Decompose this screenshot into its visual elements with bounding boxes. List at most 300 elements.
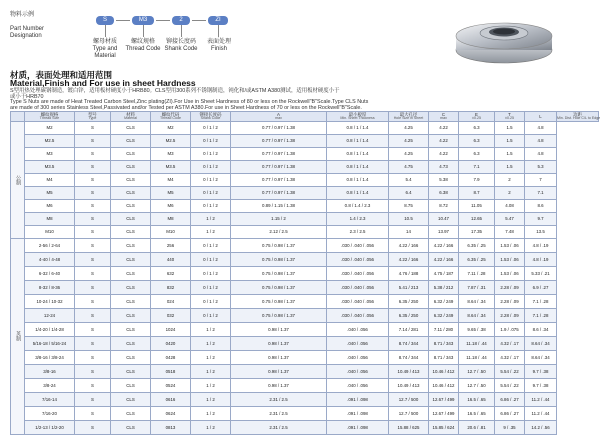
table-cell: 0 / 1 / 2: [191, 238, 231, 252]
table-cell: CLS: [111, 212, 151, 225]
table-cell: 4.73: [429, 160, 459, 173]
header-type: 型号 Type: [75, 112, 111, 122]
table-cell: CLS: [111, 378, 151, 392]
table-cell: 0518: [151, 364, 191, 378]
description-cn-line2: 或小于HRB70: [10, 94, 44, 100]
table-cell: 632: [151, 266, 191, 280]
table-cell: S: [75, 350, 111, 364]
table-cell: 8.74 / 344: [389, 336, 429, 350]
table-cell: 7.11 / .28: [459, 266, 495, 280]
table-row: [11, 121, 599, 134]
table-cell: 10.46 / 412: [429, 364, 459, 378]
table-cell: 1 / 2: [191, 322, 231, 336]
table-cell: 0.77 / 0.97 / 1.38: [231, 160, 327, 173]
table-cell: 11.2 / .44: [525, 392, 557, 406]
chip-separator: [116, 20, 130, 21]
table-cell: 5.4: [389, 173, 429, 186]
table-row: [11, 364, 599, 378]
table-cell: 13.97: [429, 225, 459, 238]
table-cell: 3/8-16 / 3/8-24: [25, 350, 75, 364]
table-cell: 8.7: [459, 186, 495, 199]
table-cell: 7/16-14: [25, 392, 75, 406]
table-cell: S: [75, 147, 111, 160]
table-cell: 0.8 / 1 / 1.4: [327, 147, 389, 160]
table-row: [11, 186, 599, 199]
table-cell: 2.28 / .09: [495, 280, 525, 294]
table-cell: 0.77 / 0.97 / 1.38: [231, 121, 327, 134]
table-cell: 8.75: [389, 199, 429, 212]
table-row: [11, 134, 599, 147]
table-cell: M8: [151, 212, 191, 225]
table-cell: CLS: [111, 280, 151, 294]
table-cell: 12.7 / 500: [389, 392, 429, 406]
header-hole-size: 最大孔径 Hole Size in Sheet: [389, 112, 429, 122]
table-cell: 2.12 / 2.5: [231, 225, 327, 238]
table-cell: 256: [151, 238, 191, 252]
table-cell: 1.5: [495, 121, 525, 134]
table-cell: 8.74 / 344: [389, 350, 429, 364]
table-cell: .091 / .098: [327, 392, 389, 406]
table-cell: 4.75: [389, 160, 429, 173]
table-cell: 4.22 / 166: [389, 238, 429, 252]
table-cell: 0 / 1 / 2: [191, 280, 231, 294]
table-cell: 13.5: [525, 225, 557, 238]
table-row: [11, 336, 599, 350]
table-row: [11, 420, 599, 434]
table-cell: CLS: [111, 294, 151, 308]
table-cell: 1 / 2: [191, 378, 231, 392]
table-cell: S: [75, 308, 111, 322]
table-cell: CLS: [111, 350, 151, 364]
table-cell: CLS: [111, 336, 151, 350]
table-cell: 0813: [151, 420, 191, 434]
table-cell: S: [75, 406, 111, 420]
caption-shank: 铆接长度码 Shank Code: [164, 39, 198, 52]
leader-line: [181, 25, 182, 37]
description-en-line2: are made of 300 series Stainless Steel,Passivated and/or Tested per ASTM A380.For use in Sheet Hardness of 70 or less on the Rockwell"B"Scale.: [10, 105, 362, 111]
table-cell: S: [75, 134, 111, 147]
table-cell: 5.38 / 212: [429, 280, 459, 294]
table-cell: S: [75, 392, 111, 406]
metric-group-label: 公制: [11, 121, 25, 238]
nut-product-image: [446, 6, 566, 68]
header-e: E ±0.25: [459, 112, 495, 122]
table-cell: 0616: [151, 392, 191, 406]
table-cell: 0428: [151, 350, 191, 364]
table-cell: S: [75, 294, 111, 308]
table-cell: 5.3: [525, 160, 557, 173]
table-cell: 6-32 / 6-40: [25, 266, 75, 280]
table-cell: M8: [25, 212, 75, 225]
designation-label: Designation: [10, 33, 42, 39]
table-cell: 0.98 / 1.37: [231, 364, 327, 378]
table-cell: 1.4 / 2.3: [327, 212, 389, 225]
spec-table: [10, 111, 599, 435]
table-cell: 6.32 / 249: [429, 308, 459, 322]
header-thread-size: 螺纹规格 Thread Size: [25, 112, 75, 122]
table-cell: 0.75 / 0.98 / 1.37: [231, 238, 327, 252]
table-cell: 12.67 / 499: [429, 392, 459, 406]
table-cell: 12-24: [25, 308, 75, 322]
chip-separator: [156, 20, 170, 21]
table-cell: 8-32 / 8-36: [25, 280, 75, 294]
table-cell: 10.49 / 413: [389, 378, 429, 392]
table-cell: S: [75, 238, 111, 252]
table-cell: .040 / .056: [327, 364, 389, 378]
leader-line: [143, 25, 144, 37]
table-cell: 9 / .35: [495, 420, 525, 434]
table-cell: 6.32 / 249: [429, 294, 459, 308]
table-cell: 7/16-20: [25, 406, 75, 420]
table-cell: 024: [151, 294, 191, 308]
table-cell: 8.6 / .34: [525, 322, 557, 336]
table-cell: 3/8-24: [25, 378, 75, 392]
table-cell: .030 / .040 / .056: [327, 280, 389, 294]
table-cell: 0.75 / 0.98 / 1.37: [231, 308, 327, 322]
table-cell: 12.7 / .50: [459, 378, 495, 392]
table-cell: 1.15 / 2: [231, 212, 327, 225]
table-cell: CLS: [111, 308, 151, 322]
table-cell: 6.86 / .27: [495, 406, 525, 420]
header-min-sheet: 最小板厚 Min. Sheet Thickness: [327, 112, 389, 122]
table-cell: 12.65: [459, 212, 495, 225]
table-cell: 9.65 / .38: [459, 322, 495, 336]
table-cell: 0 / 1 / 2: [191, 308, 231, 322]
table-cell: .040 / .056: [327, 350, 389, 364]
table-cell: 10.49 / 413: [389, 364, 429, 378]
table-cell: 1024: [151, 322, 191, 336]
table-row: [11, 173, 599, 186]
table-cell: .091 / .098: [327, 406, 389, 420]
table-cell: CLS: [111, 147, 151, 160]
caption-finish: 表面处理 Finish: [206, 39, 231, 52]
table-cell: 11.2 / .44: [525, 406, 557, 420]
table-cell: S: [75, 186, 111, 199]
table-cell: 6.4: [389, 186, 429, 199]
table-cell: S: [75, 364, 111, 378]
table-cell: 14.2 / .56: [525, 420, 557, 434]
table-cell: 0 / 1 / 2: [191, 266, 231, 280]
table-cell: 0 / 1 / 2: [191, 173, 231, 186]
table-cell: 0.77 / 0.97 / 1.38: [231, 134, 327, 147]
table-cell: M6: [25, 199, 75, 212]
table-cell: 6.3: [459, 134, 495, 147]
table-row: [11, 350, 599, 364]
table-cell: 1/4-20 / 1/4-28: [25, 322, 75, 336]
table-cell: 2-56 / 2-64: [25, 238, 75, 252]
table-cell: M2.5: [151, 134, 191, 147]
table-cell: 4.8: [525, 134, 557, 147]
section-title-en: Material,Finish and For use in sheet Hardness: [10, 78, 196, 88]
table-cell: 0.77 / 0.97 / 1.38: [231, 186, 327, 199]
table-cell: 1 / 2: [191, 406, 231, 420]
table-cell: 8.6: [525, 199, 557, 212]
table-cell: 5.38: [429, 173, 459, 186]
chip-thread: M3: [132, 16, 154, 25]
table-cell: CLS: [111, 173, 151, 186]
table-row: [11, 147, 599, 160]
table-cell: S: [75, 121, 111, 134]
table-cell: CLS: [111, 186, 151, 199]
table-cell: S: [75, 212, 111, 225]
table-cell: 4.22 / 166: [429, 252, 459, 266]
table-cell: 0.77 / 0.97 / 1.38: [231, 173, 327, 186]
table-cell: 8.71 / 343: [429, 350, 459, 364]
table-cell: 4.22: [429, 147, 459, 160]
table-cell: 2.31 / 2.5: [231, 406, 327, 420]
table-cell: S: [75, 252, 111, 266]
table-cell: 0.98 / 1.37: [231, 336, 327, 350]
table-cell: 0.75 / 0.98 / 1.37: [231, 280, 327, 294]
table-cell: CLS: [111, 406, 151, 420]
table-cell: M10: [25, 225, 75, 238]
table-cell: 5.54 / .22: [495, 378, 525, 392]
table-cell: 0.75 / 0.98 / 1.37: [231, 266, 327, 280]
table-cell: 0.8 / 1.4 / 2.3: [327, 199, 389, 212]
table-cell: 17.35: [459, 225, 495, 238]
caption-type: 螺母材质 Type and Material: [92, 39, 118, 59]
table-cell: 4.32 / .17: [495, 336, 525, 350]
table-cell: 0 / 1 / 2: [191, 199, 231, 212]
table-cell: CLS: [111, 420, 151, 434]
table-cell: 10.5: [389, 212, 429, 225]
table-cell: 5.33 / .21: [525, 266, 557, 280]
description-en-line1: Type S Nuts are made of Heat Treated Carbon Steel,Zinc plating(ZI).For Use in Sheet Hardness of 80 or less on the Rockwell"B"Scale.Type CLS Nuts: [10, 99, 369, 105]
table-cell: 4.75 / 187: [429, 266, 459, 280]
table-row: [11, 294, 599, 308]
table-cell: 1.5: [495, 134, 525, 147]
table-cell: 6.86 / .27: [495, 392, 525, 406]
table-cell: 0.8 / 1 / 1.4: [327, 134, 389, 147]
table-cell: 4.25: [389, 134, 429, 147]
table-cell: S: [75, 160, 111, 173]
table-cell: 8.72: [429, 199, 459, 212]
table-cell: 11.18 / .44: [459, 336, 495, 350]
table-cell: 10.47: [429, 212, 459, 225]
table-cell: S: [75, 420, 111, 434]
table-cell: 1 / 2: [191, 336, 231, 350]
table-cell: .030 / .040 / .056: [327, 238, 389, 252]
chip-finish: ZI: [208, 16, 228, 25]
header-t: T ±0.25: [495, 112, 525, 122]
table-cell: 4.8 / .19: [525, 252, 557, 266]
leader-line: [105, 25, 106, 37]
table-cell: 4.08: [495, 199, 525, 212]
header-material: 材料 Material: [111, 112, 151, 122]
table-cell: 6.35 / 250: [389, 308, 429, 322]
table-cell: 12.7 / .50: [459, 364, 495, 378]
table-cell: 7.1 / .28: [525, 308, 557, 322]
table-cell: 4.25: [389, 147, 429, 160]
table-cell: 11.18 / .44: [459, 350, 495, 364]
table-cell: 12.67 / 499: [429, 406, 459, 420]
table-cell: 5.54 / .22: [495, 364, 525, 378]
table-cell: 15.85 / 624: [429, 420, 459, 434]
table-cell: 0.89 / 1.15 / 1.38: [231, 199, 327, 212]
table-cell: 4.22: [429, 134, 459, 147]
table-cell: 1.53 / .06: [495, 252, 525, 266]
chip-separator: [192, 20, 206, 21]
table-cell: 4.22 / 166: [429, 238, 459, 252]
table-cell: 0 / 1 / 2: [191, 147, 231, 160]
table-cell: 1 / 2: [191, 392, 231, 406]
table-cell: 10.46 / 412: [429, 378, 459, 392]
header-group-corner: [11, 112, 25, 122]
table-cell: 4-40 / 4-48: [25, 252, 75, 266]
section-title-cn: 材质，表面处理和适用范围: [10, 70, 113, 80]
table-cell: 5/16-18 / 5/16-24: [25, 336, 75, 350]
table-cell: 1/2-13 / 1/2-20: [25, 420, 75, 434]
table-cell: 1 / 2: [191, 420, 231, 434]
table-cell: S: [75, 266, 111, 280]
table-cell: 9.7 / .38: [525, 364, 557, 378]
table-cell: .091 / .098: [327, 420, 389, 434]
table-cell: CLS: [111, 199, 151, 212]
table-cell: 15.88 / 625: [389, 420, 429, 434]
table-cell: 440: [151, 252, 191, 266]
table-cell: S: [75, 280, 111, 294]
table-cell: 0 / 1 / 2: [191, 252, 231, 266]
table-cell: 2.31 / 2.5: [231, 392, 327, 406]
table-row: [11, 252, 599, 266]
table-cell: 4.22 / 166: [389, 252, 429, 266]
header-l: L: [525, 112, 557, 122]
caption-thread: 螺纹规格 Thread Code: [125, 39, 161, 52]
leader-line: [218, 25, 219, 37]
table-row: [11, 225, 599, 238]
table-cell: 2: [495, 173, 525, 186]
header-thread-code: 螺纹代码 Thread Code: [151, 112, 191, 122]
table-cell: 8.64 / .34: [525, 350, 557, 364]
spec-table-body: [11, 121, 599, 434]
table-cell: 8.71 / 343: [429, 336, 459, 350]
table-cell: 11.05: [459, 199, 495, 212]
table-cell: 2.3 / 2.5: [327, 225, 389, 238]
table-cell: 5.41 / 213: [389, 280, 429, 294]
table-cell: 2: [495, 186, 525, 199]
table-cell: 0524: [151, 378, 191, 392]
table-cell: 6.35 / 250: [389, 294, 429, 308]
table-cell: 1 / 2: [191, 364, 231, 378]
table-cell: CLS: [111, 225, 151, 238]
header-c: C max: [429, 112, 459, 122]
table-cell: 0.75 / 0.98 / 1.37: [231, 252, 327, 266]
table-cell: .030 / .040 / .056: [327, 308, 389, 322]
table-cell: S: [75, 225, 111, 238]
table-cell: 8.64 / .34: [459, 308, 495, 322]
table-cell: 6.38: [429, 186, 459, 199]
table-cell: 1 / 2: [191, 212, 231, 225]
table-cell: M6: [151, 199, 191, 212]
table-cell: M10: [151, 225, 191, 238]
table-cell: CLS: [111, 238, 151, 252]
table-row: [11, 266, 599, 280]
table-cell: 0.77 / 0.97 / 1.38: [231, 147, 327, 160]
table-row: [11, 160, 599, 173]
table-cell: M4: [151, 173, 191, 186]
table-cell: 10-24 / 10-32: [25, 294, 75, 308]
table-cell: .040 / .056: [327, 322, 389, 336]
table-cell: 7.87 / .31: [459, 280, 495, 294]
table-row: [11, 322, 599, 336]
table-cell: 20.6 / .81: [459, 420, 495, 434]
table-cell: S: [75, 336, 111, 350]
table-row: [11, 238, 599, 252]
table-cell: 1.53 / .06: [495, 238, 525, 252]
table-cell: 832: [151, 280, 191, 294]
table-cell: CLS: [111, 252, 151, 266]
table-cell: 4.8 / .19: [525, 238, 557, 252]
table-cell: 4.8: [525, 121, 557, 134]
table-cell: 7: [525, 173, 557, 186]
part-number-label-cn: 物料示例: [10, 12, 35, 18]
table-cell: 0624: [151, 406, 191, 420]
table-cell: CLS: [111, 392, 151, 406]
table-row: [11, 378, 599, 392]
table-cell: 6.3: [459, 147, 495, 160]
chip-type: S: [96, 16, 114, 25]
table-cell: 6.35 / .25: [459, 238, 495, 252]
table-cell: M3.5: [25, 160, 75, 173]
table-cell: S: [75, 199, 111, 212]
description-cn-line1: S型用热处理碳钢制造，镀白锌，适用板材硬度小于HRB80。CLS型用300系列不锈钢制造，钝化和/或ASTM A380测试，适用板材硬度小于: [10, 88, 340, 94]
table-cell: M4: [25, 173, 75, 186]
table-cell: 1.53 / .06: [495, 266, 525, 280]
table-cell: S: [75, 378, 111, 392]
table-cell: 0.8 / 1 / 1.4: [327, 173, 389, 186]
table-cell: 2.31 / 2.5: [231, 420, 327, 434]
table-cell: 0.8 / 1 / 1.4: [327, 186, 389, 199]
table-cell: M2: [151, 121, 191, 134]
table-cell: 7.48: [495, 225, 525, 238]
table-cell: 9.7 / .38: [525, 378, 557, 392]
table-cell: 3/8-16: [25, 364, 75, 378]
table-cell: M3: [151, 147, 191, 160]
table-cell: 2.28 / .09: [495, 308, 525, 322]
table-cell: 0 / 1 / 2: [191, 160, 231, 173]
table-cell: 12.7 / 500: [389, 406, 429, 420]
table-cell: 7.9: [459, 173, 495, 186]
table-cell: 1.5: [495, 147, 525, 160]
table-cell: 16.5 / .65: [459, 406, 495, 420]
table-row: [11, 199, 599, 212]
table-cell: S: [75, 322, 111, 336]
table-cell: 1 / 2: [191, 225, 231, 238]
table-cell: 4.76 / 188: [389, 266, 429, 280]
table-cell: 0.98 / 1.37: [231, 322, 327, 336]
header-a: A max: [231, 112, 327, 122]
table-row: [11, 392, 599, 406]
table-cell: 4.32 / .17: [495, 350, 525, 364]
table-cell: 4.22: [429, 121, 459, 134]
table-cell: 1 / 2: [191, 350, 231, 364]
table-cell: .040 / .056: [327, 378, 389, 392]
table-cell: 16.5 / .65: [459, 392, 495, 406]
table-cell: 7.1: [525, 186, 557, 199]
table-cell: 7.1: [459, 160, 495, 173]
table-cell: CLS: [111, 121, 151, 134]
chip-shank: 2: [172, 16, 190, 25]
table-cell: CLS: [111, 322, 151, 336]
header-row: [11, 112, 599, 122]
table-cell: 4.25: [389, 121, 429, 134]
table-cell: .030 / .040 / .056: [327, 266, 389, 280]
table-cell: M2: [25, 121, 75, 134]
table-cell: M5: [151, 186, 191, 199]
table-cell: 0 / 1 / 2: [191, 294, 231, 308]
table-row: [11, 308, 599, 322]
table-cell: 5.47: [495, 212, 525, 225]
